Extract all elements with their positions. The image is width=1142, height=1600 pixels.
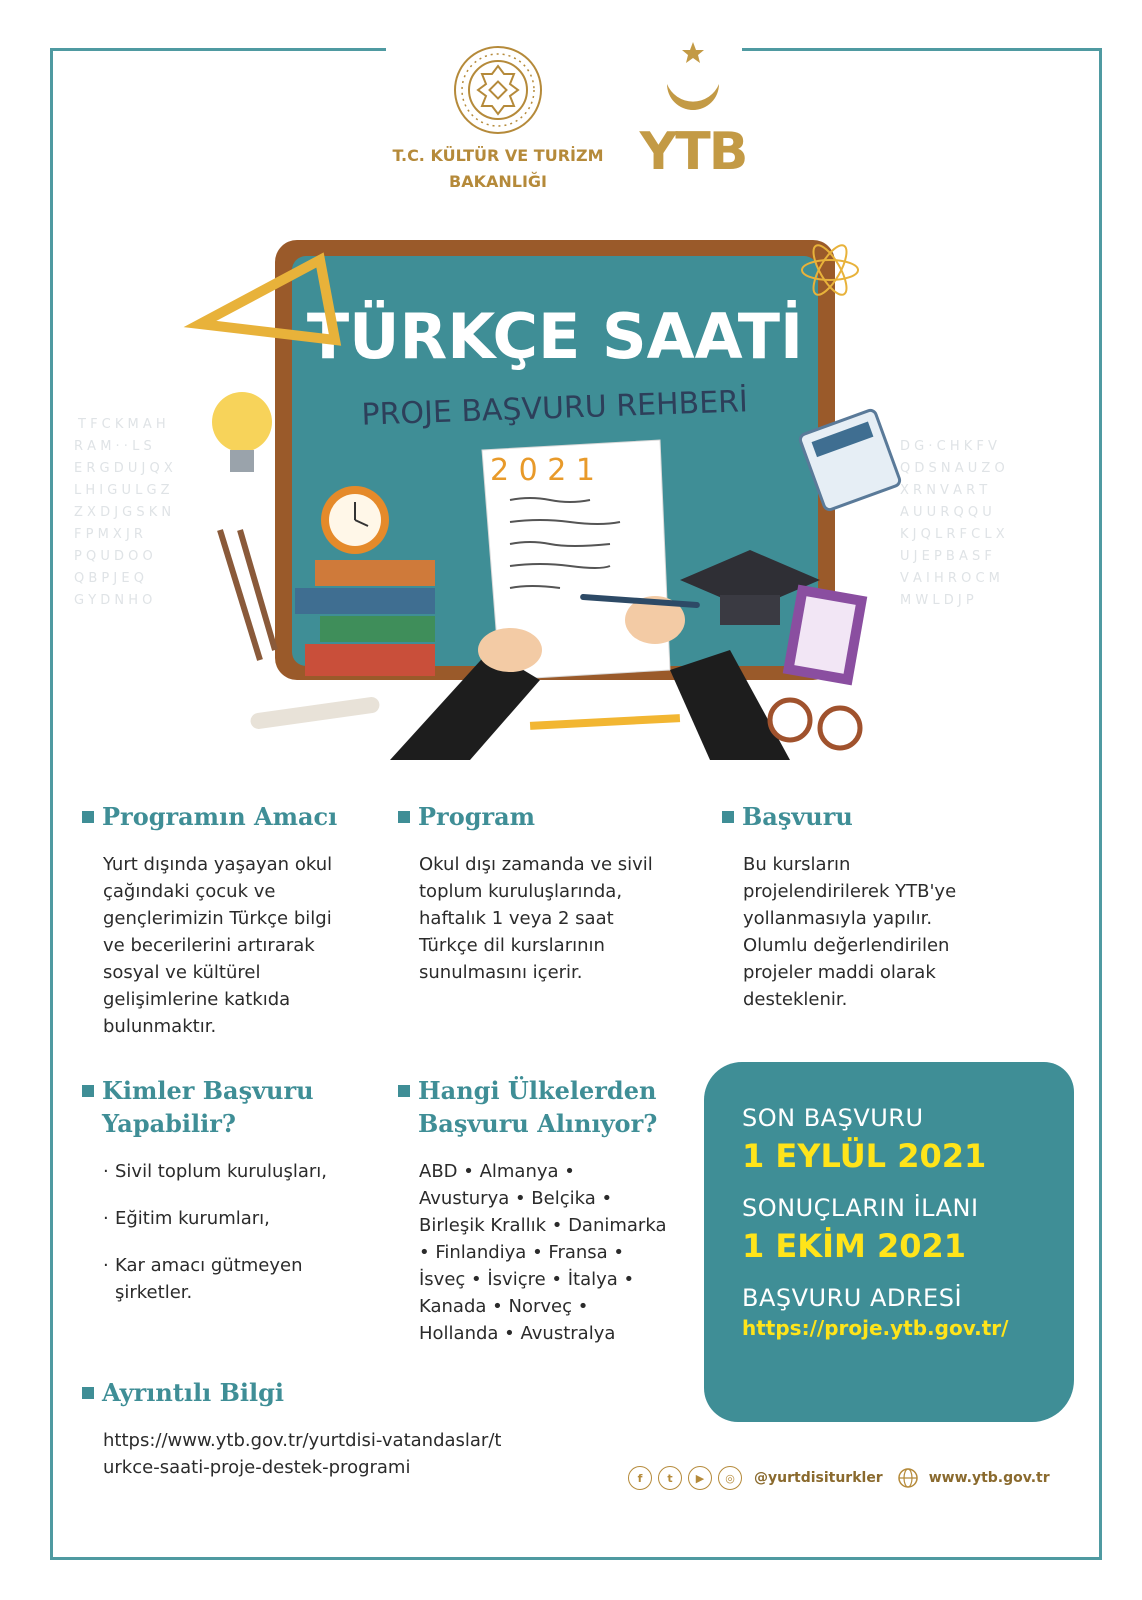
hero-illustration <box>70 200 1082 800</box>
section-title-line1: Kimler Başvuru <box>102 1076 314 1105</box>
text-line: gençlerimizin Türkçe bilgi <box>103 908 332 929</box>
text-line: ve becerilerini artırarak <box>103 935 315 956</box>
svg-text:R A M · · L S: R A M · · L S <box>74 439 152 454</box>
text-line: • Finlandiya • Fransa • <box>419 1242 625 1263</box>
frame-top-right <box>742 48 1102 51</box>
glasses-icon <box>770 700 860 748</box>
ministry-name-line1: T.C. KÜLTÜR VE TURİZM <box>392 146 604 165</box>
youtube-icon[interactable]: ▶ <box>688 1466 712 1490</box>
ytb-wordmark: YTB <box>639 122 747 182</box>
text-line: toplum kuruluşlarında, <box>419 881 623 902</box>
svg-text:Z X D J G S K N: Z X D J G S K N <box>74 505 172 520</box>
application-url-link[interactable]: https://proje.ytb.gov.tr/ <box>742 1316 1009 1340</box>
section-program <box>398 800 698 986</box>
section-application <box>722 800 1012 1013</box>
section-title-line2: Yapabilir? <box>102 1109 236 1138</box>
diploma-scroll-icon <box>250 696 381 730</box>
section-title: Program <box>418 802 536 831</box>
frame-left <box>50 48 53 1560</box>
text-line: Türkçe dil kurslarının <box>419 935 605 956</box>
text-line: urkce-saati-proje-destek-programi <box>103 1457 411 1478</box>
text-line: projelendirilerek YTB'ye <box>743 881 957 902</box>
ministry-logo <box>378 44 618 192</box>
text-line: Hollanda • Avustralya <box>419 1323 616 1344</box>
deadline-label: SON BAŞVURU <box>742 1104 924 1132</box>
list-item: · Kar amacı gütmeyen şirketler. <box>103 1255 303 1303</box>
svg-text:L H I G U L G Z: L H I G U L G Z <box>74 483 170 498</box>
svg-text:E R G D U J Q X: E R G D U J Q X <box>74 461 173 476</box>
section-title: Ayrıntılı Bilgi <box>102 1378 285 1407</box>
svg-text:P Q U D O O: P Q U D O O <box>74 549 153 564</box>
text-line: ABD • Almanya • <box>419 1161 575 1182</box>
text-line: projeler maddi olarak <box>743 962 936 983</box>
social-footer <box>628 1464 1088 1492</box>
alarm-clock-icon <box>321 486 389 554</box>
section-body <box>103 851 382 1040</box>
country-list <box>419 1158 698 1347</box>
text-line: Bu kursların <box>743 854 851 875</box>
left-hand <box>478 628 542 672</box>
section-program-aim <box>82 800 382 1040</box>
text-line: yollanmasıyla yapılır. <box>743 908 933 929</box>
text-line: haftalık 1 veya 2 saat <box>419 908 614 929</box>
section-marker <box>82 1387 94 1399</box>
instagram-icon[interactable]: ◎ <box>718 1466 742 1490</box>
text-line: Birleşik Krallık • Danimarka <box>419 1215 667 1236</box>
text-line: desteklenir. <box>743 989 848 1010</box>
svg-text:Q B P J E Q: Q B P J E Q <box>74 571 144 586</box>
text-line: çağındaki çocuk ve <box>103 881 276 902</box>
hero-subtitle: PROJE BAŞVURU REHBERİ <box>360 384 749 433</box>
svg-text:U J E P B A S F: U J E P B A S F <box>900 549 992 564</box>
svg-text:A U U R Q Q U: A U U R Q Q U <box>900 505 992 520</box>
section-marker <box>82 811 94 823</box>
section-title: Programın Amacı <box>102 802 338 831</box>
svg-text:V A I H R O C M: V A I H R O C M <box>900 571 1000 586</box>
details-url-link[interactable] <box>103 1427 602 1481</box>
svg-text:X R N V A R T: X R N V A R T <box>900 483 988 498</box>
section-marker <box>82 1085 94 1097</box>
text-line: https://www.ytb.gov.tr/yurtdisi-vatandaslar/t <box>103 1430 502 1451</box>
frame-top-left <box>50 48 386 51</box>
text-line: sunulmasını içerir. <box>419 962 583 983</box>
text-line: Yurt dışında yaşayan okul <box>103 854 333 875</box>
text-line: bulunmaktır. <box>103 1016 217 1037</box>
section-title-line2: Başvuru Alınıyor? <box>418 1109 658 1138</box>
frame-right <box>1099 48 1102 1560</box>
text-line: sosyal ve kültürel <box>103 962 261 983</box>
text-line: Kanada • Norveç • <box>419 1296 589 1317</box>
section-body <box>419 851 698 986</box>
frame-bottom <box>50 1557 1102 1560</box>
section-title-line1: Hangi Ülkelerden <box>418 1076 657 1105</box>
text-line: Olumlu değerlendirilen <box>743 935 950 956</box>
social-handle[interactable]: @yurtdisiturkler <box>754 1470 883 1486</box>
ministry-seal-icon <box>452 44 544 136</box>
website-link[interactable]: www.ytb.gov.tr <box>928 1470 1050 1486</box>
section-who-can-apply <box>82 1074 382 1326</box>
deadline-info-box <box>704 1062 1074 1422</box>
globe-icon <box>897 1467 919 1489</box>
section-countries <box>398 1074 698 1347</box>
section-marker <box>722 811 734 823</box>
svg-text:M W L D J P: M W L D J P <box>900 593 974 608</box>
section-marker <box>398 1085 410 1097</box>
results-label: SONUÇLARIN İLANI <box>742 1194 979 1222</box>
svg-text:T F C K M A H: T F C K M A H <box>78 417 166 432</box>
results-date: 1 EKİM 2021 <box>742 1227 967 1265</box>
svg-text:K J Q L R F C L X: K J Q L R F C L X <box>900 527 1005 542</box>
section-body <box>743 851 1012 1013</box>
svg-text:F P M X J R: F P M X J R <box>74 527 143 542</box>
text-line: Avusturya • Belçika • <box>419 1188 613 1209</box>
section-marker <box>398 811 410 823</box>
pencil-icon <box>530 714 680 730</box>
section-title: Başvuru <box>742 802 853 831</box>
ministry-name-line2: BAKANLIĞI <box>449 172 547 191</box>
text-line: Okul dışı zamanda ve sivil <box>419 854 653 875</box>
ytb-logo <box>638 40 748 180</box>
hero-title: TÜRKÇE SAATİ <box>306 300 804 373</box>
address-label: BAŞVURU ADRESİ <box>742 1284 963 1312</box>
list-item: · Sivil toplum kuruluşları, <box>103 1161 327 1182</box>
hero-year: 2 0 2 1 <box>490 453 595 488</box>
deadline-date: 1 EYLÜL 2021 <box>742 1137 987 1175</box>
svg-text:Q D S N A U Z O: Q D S N A U Z O <box>900 461 1005 476</box>
applicant-list <box>103 1158 382 1306</box>
svg-text:G Y D N H O: G Y D N H O <box>74 593 153 608</box>
svg-text:D G · C H K F V: D G · C H K F V <box>900 439 997 454</box>
text-line: gelişimlerine katkıda <box>103 989 291 1010</box>
facebook-icon[interactable]: f <box>628 1466 652 1490</box>
list-item: · Eğitim kurumları, <box>103 1208 270 1229</box>
text-line: İsveç • İsviçre • İtalya • <box>419 1269 635 1290</box>
crescent-star-icon <box>653 40 733 124</box>
twitter-icon[interactable]: t <box>658 1466 682 1490</box>
light-bulb-icon <box>212 392 272 472</box>
section-details <box>82 1376 602 1481</box>
paint-brushes-icon <box>220 530 275 660</box>
